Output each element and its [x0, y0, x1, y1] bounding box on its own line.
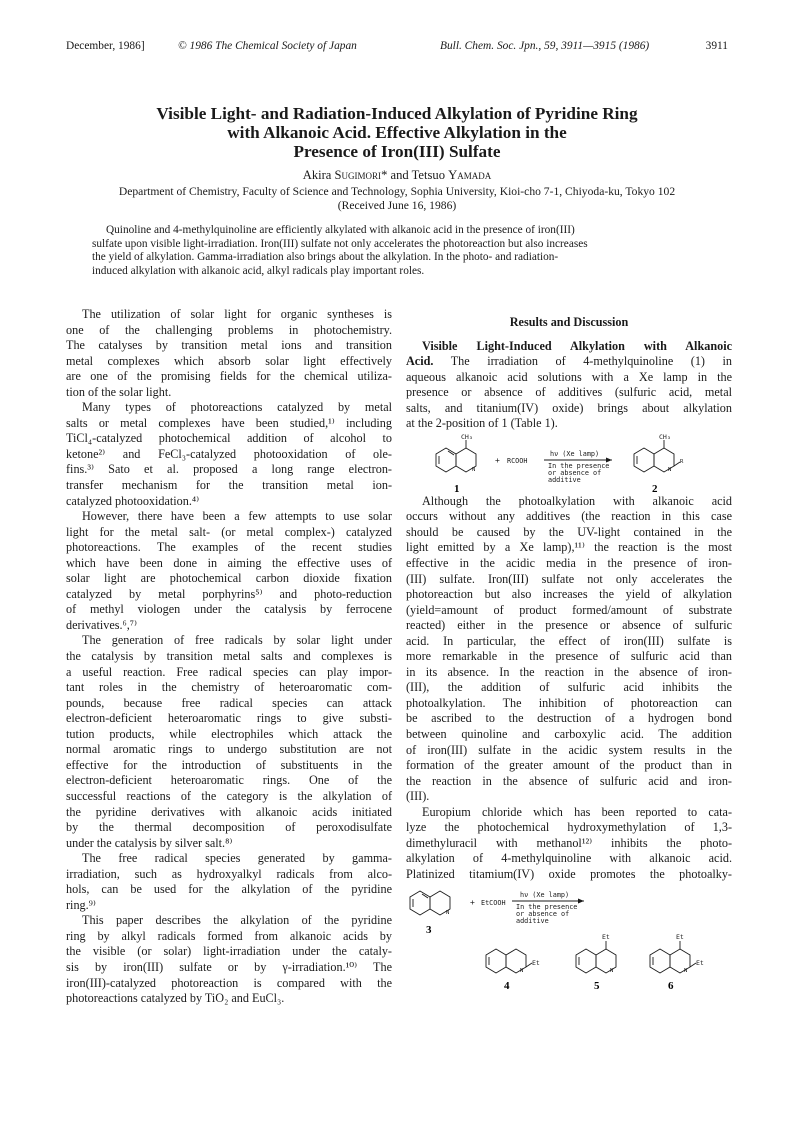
text-line: salts, and titanium(IV) oxide) brings about alkylation: [406, 400, 732, 415]
text-line: (III), the addition of sulfuric acid inhibits the: [406, 680, 732, 695]
text-line: ring.⁹⁾: [66, 897, 96, 912]
text-line: the pyridine derivatives with alkanoic acids initiated: [66, 804, 392, 819]
text-line: photoreaction but also increases the yield of alkylation: [406, 587, 732, 602]
text-line: lyze the photochemical hydroxymethylation of 1,3-: [406, 820, 732, 835]
header-page-number: 3911: [705, 40, 728, 52]
title-line: with Alkanoic Acid. Effective Alkylation in the: [227, 123, 567, 142]
quinoline-structure-2: [634, 440, 680, 472]
abstract-line: the yield of alkylation. Gamma-irradiation also brings about the alkylation. In the photo- and radiation-: [92, 251, 559, 264]
running-header: [66, 40, 728, 56]
text-line: tion of the solar light.: [66, 384, 172, 399]
text-line: effective in the acidic media in the presence of iron-: [406, 556, 732, 571]
text-line: alkylation of 4-methylquinoline with alkanoic acid.: [406, 851, 732, 866]
compound-number-2: 2: [652, 482, 658, 494]
abstract-line: induced alkylation with alkanoic acid, alkyl radicals play important roles.: [92, 264, 425, 277]
header-copyright: © 1986 The Chemical Society of Japan: [178, 40, 357, 52]
author-1-last: Sugimori: [334, 168, 382, 182]
title-line: Presence of Iron(III) Sulfate: [293, 142, 501, 161]
author-joiner: and Tetsuo: [387, 168, 449, 182]
quinoline-structure-6: [650, 941, 696, 973]
reaction-scheme-1: [406, 432, 732, 494]
n-label-4: N: [520, 967, 524, 974]
n-label-1: N: [472, 466, 476, 473]
text-line: of iron(III) sulfate in the acidic system results in the: [406, 742, 732, 757]
text-line: The catalyses by transition metal ions and transition: [66, 338, 392, 353]
compound-number-5: 5: [594, 979, 600, 992]
text-line: which have been done in aiming the effective uses of: [66, 555, 392, 570]
n-label-3: N: [446, 909, 450, 916]
title-line: Visible Light- and Radiation-Induced Alkylation of Pyridine Ring: [156, 104, 638, 123]
text-line: one of the challenging problems in photochemistry.: [66, 322, 392, 337]
n-label-6: N: [684, 967, 688, 974]
text-line: Platinized titamium(IV) oxide promotes the photoalky-: [406, 866, 732, 881]
text-line: aqueous alkanoic acid solutions with a Xe lamp in the: [406, 369, 732, 384]
text-line: by the thermal decomposition of peroxodisulfate: [66, 820, 392, 835]
compound-number-3: 3: [426, 923, 432, 936]
text-line: in its absence. In the reaction in the absence of iron-: [406, 664, 732, 679]
article-title: [66, 104, 728, 161]
text-line: (III).: [406, 789, 430, 804]
header-journal: Bull. Chem. Soc. Jpn., 59, 3911—3915 (1986): [440, 40, 650, 52]
condition-line-2: additive: [516, 916, 549, 925]
text-line: light for the metal salt- (or metal complex-) catalyzed: [66, 524, 392, 539]
text-line: catalyzed by metal porphyrins⁵⁾ and photo-reduction: [66, 586, 392, 601]
text-line: acid. In particular, the effect of iron(III) sulfate is: [406, 633, 732, 648]
text-line: presence or absence of additives (sulfuric acid, metal: [406, 385, 732, 400]
author-1-first: Akira: [302, 168, 335, 182]
text-line: The utilization of solar light for organic syntheses is: [82, 307, 392, 321]
section-heading: Results and Discussion: [509, 315, 629, 329]
plus-sign-2: +: [470, 897, 475, 907]
et-label-4: Et: [532, 958, 540, 967]
compound-number-4: 4: [504, 979, 510, 992]
arrow-head-2: [578, 898, 584, 903]
condition-line: additive: [548, 475, 581, 484]
text-line: are one of the promising fields for the chemical utiliza-: [66, 369, 392, 384]
text-line: fins.³⁾ Sato et al. proposed a long range electron-: [66, 462, 392, 477]
affiliation-line: Department of Chemistry, Faculty of Science and Technology, Sophia University, Kioi-cho 7-1, Chiyoda-ku, Tokyo 102: [118, 185, 676, 198]
text-line: [406, 354, 732, 370]
text-line: Many types of photoreactions catalyzed by metal: [82, 400, 392, 415]
text-line: irradiation, such as hydroxyalkyl radicals from alco-: [66, 866, 392, 881]
text-line: successful reactions of the category is the alkylation of: [66, 788, 392, 803]
text-line: Europium chloride which has been reported to cata-: [422, 804, 732, 819]
text-line: at the 2-position of 1 (Table 1).: [406, 416, 558, 431]
text-line: the catalysis by transition metal salts and complexes is: [66, 649, 392, 664]
text-line: photoreactions catalyzed by TiO₂ and EuCl₃.: [66, 991, 285, 1006]
text-line: This paper describes the alkylation of the pyridine: [82, 913, 392, 928]
text-line: The free radical species generated by gamma-: [82, 851, 392, 866]
text-line: more remarkable in the presence of sulfuric acid than: [406, 649, 732, 664]
r-label: R: [680, 458, 684, 465]
ch3-label-2: CH₃: [659, 432, 671, 441]
abstract-line: Quinoline and 4-methylquinoline are efficiently alkylated with alkanoic acid in the presence of iron(III): [106, 224, 575, 236]
et-label-6b: Et: [696, 958, 704, 967]
abstract: [92, 224, 706, 278]
text-line: derivatives.⁶,⁷⁾: [66, 617, 138, 632]
plus-sign: +: [495, 455, 500, 465]
condition-line-2: In the presence: [516, 902, 578, 911]
text-line: ketone²⁾ and FeCl₃-catalyzed photooxidation of ole-: [66, 446, 392, 461]
quinoline-structure-1: [436, 440, 476, 472]
text-line: be ascribed to the destruction of a hydrogen bond: [406, 711, 732, 726]
text-line: transfer mechanism for the transition metal ion-: [66, 478, 392, 493]
text-line: pounds, because free radical species can attack: [66, 695, 392, 710]
right-column: [406, 307, 732, 1003]
text-line: hols, can be used for the alkylation of the pyridine: [66, 882, 392, 897]
text-line: sis by iron(III) sulfate or by γ-irradiation.¹⁰⁾ The: [66, 959, 392, 974]
scheme-2-drawing: [406, 883, 732, 1003]
left-column: [66, 307, 392, 1007]
text-line: TiCl₄-catalyzed photochemical addition of alcohol to: [66, 431, 392, 446]
arrow-condition-2: hν (Xe lamp): [520, 890, 570, 899]
received-date: (Received June 16, 1986): [337, 199, 457, 212]
compound-number-1: 1: [454, 482, 460, 494]
text-line: The generation of free radicals by solar light under: [82, 633, 392, 648]
text-line: electron-deficient heteroaromatic rings. One of the: [66, 773, 392, 788]
text-line: a useful reaction. Free radical species can play impor-: [66, 664, 392, 679]
abstract-line: sulfate upon visible light-irradiation. Iron(III) sulfate not only accelerates the photoreaction but also increases: [92, 237, 588, 250]
text-line: the reaction in the absence of sulfuric acid and iron-: [406, 773, 732, 788]
arrow-condition: hν (Xe lamp): [550, 449, 600, 458]
text-line: (III) sulfate. Iron(III) sulfate not only accelerates the: [406, 571, 732, 586]
compound-number-6: 6: [668, 979, 674, 992]
text-line: normal aromatic rings to undergo substitution are not: [66, 742, 392, 757]
bold-lead: Acid.: [406, 354, 434, 369]
text-line: effective for the introduction of substituents in the: [66, 757, 392, 772]
author-line: [66, 168, 728, 183]
quinoline-structure-4: [486, 949, 532, 973]
text-line: ring by alkyl radicals formed from alkanoic acids by: [66, 928, 392, 943]
header-date: December, 1986]: [66, 40, 145, 52]
line-text: The irradiation of 4-methylquinoline (1) in: [433, 354, 732, 369]
text-line: tution products, while electrophiles which attack the: [66, 726, 392, 741]
text-line: (yield=amount of product formed/amount of substrate: [406, 602, 732, 617]
text-line: iron(III)-catalyzed photoreaction is compared with the: [66, 975, 392, 990]
text-line: formation of the greater amount of the product than in: [406, 758, 732, 773]
text-line: However, there have been a few attempts to use solar: [82, 509, 392, 524]
quinoline-structure-3: [410, 891, 450, 915]
reagent-label-2: EtCOOH: [481, 898, 506, 907]
et-label-6a: Et: [676, 932, 684, 941]
text-line: salts or metal complexes have been studied,¹⁾ including: [66, 415, 392, 430]
condition-line-2: or absence of: [516, 909, 570, 918]
text-line: reacted) either in the presence or absence of sulfuric: [406, 618, 732, 633]
text-line: Although the photoalkylation with alkanoic acid: [422, 493, 732, 508]
text-line: electron-deficient heteroaromatic rings to give substi-: [66, 711, 392, 726]
affiliation: [66, 185, 728, 213]
text-line: solar light are photochemical carbon dioxide fixation: [66, 571, 392, 586]
reaction-scheme-2: [406, 883, 732, 1003]
condition-line: or absence of: [548, 468, 602, 477]
text-line: catalyzed photooxidation.⁴⁾: [66, 493, 200, 508]
text-line: tant roles in the chemistry of heteroaromatic com-: [66, 680, 392, 695]
text-line: of methyl viologen under the catalysis by ferrocene: [66, 602, 392, 617]
text-line: the visible (or solar) light-irradiation under the cataly-: [66, 944, 392, 959]
text-line: light emitted by a Xe lamp),¹¹⁾ the reaction is the most: [406, 540, 732, 555]
n-label-2: N: [668, 466, 672, 473]
text-line: metal complexes which absorb solar light effectively: [66, 353, 392, 368]
text-line: should be caused by the UV-light contained in the: [406, 524, 732, 539]
text-line: occurs without any additives (the reaction in this case: [406, 509, 732, 524]
author-2-last: Yamada: [448, 168, 492, 182]
text-line: between quinoline and carboxylic acid. The addition: [406, 727, 732, 742]
scheme-1-drawing: [406, 432, 732, 494]
n-label-5: N: [610, 967, 614, 974]
ch3-label-1: CH₃: [461, 432, 473, 441]
text-line: photoreactions. The examples of the recent studies: [66, 540, 392, 555]
corresponding-mark: *: [381, 168, 388, 182]
subsection-heading: Visible Light-Induced Alkylation with Alkanoic: [422, 338, 732, 353]
text-line: photoalkylation. The inhibition of photoreaction can: [406, 695, 732, 710]
text-line: dimethyluracil with methanol¹²⁾ inhibits the photo-: [406, 835, 732, 850]
reagent-label: RCOOH: [507, 456, 528, 465]
condition-line: In the presence: [548, 461, 610, 470]
text-line: under the catalysis by silver salt.⁸⁾: [66, 835, 233, 850]
et-label-5: Et: [602, 932, 610, 941]
